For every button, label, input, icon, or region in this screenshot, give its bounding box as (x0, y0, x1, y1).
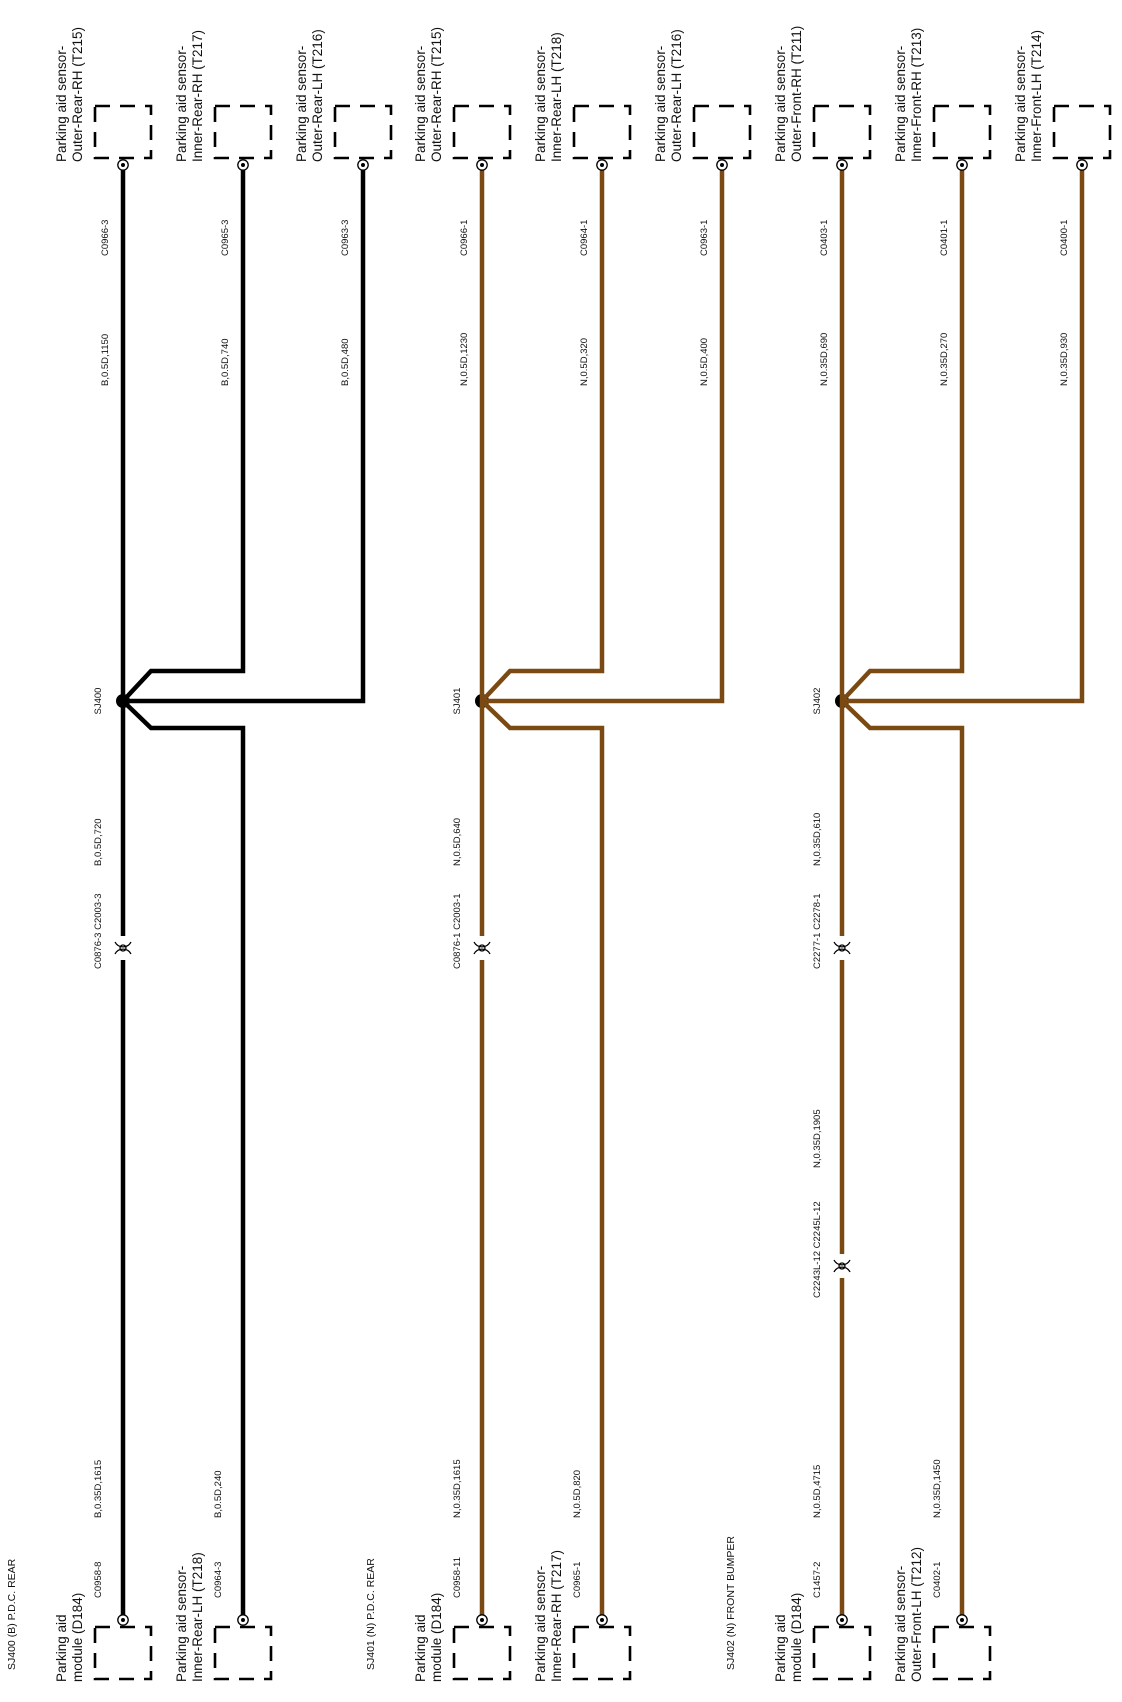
inline-connector-icon (834, 942, 850, 954)
device-name: Parking aid sensor- (653, 45, 668, 162)
wire-spec: N,0.5D,1230 (459, 332, 470, 386)
group-title: SJ401 (N) P.D.C. REAR (365, 1558, 377, 1670)
wire-spec: B,0.5D,240 (213, 1470, 224, 1518)
connector-box (934, 106, 990, 170)
pin-dot (960, 163, 964, 167)
wire-lower-branch (842, 701, 962, 1620)
connector-box (574, 106, 630, 170)
wire-spec: N,0.35D,930 (1059, 332, 1070, 386)
device-name: Parking aid (773, 1614, 788, 1682)
device-name: Parking aid sensor- (533, 1565, 548, 1682)
connector-box (814, 1615, 870, 1679)
pin-dot (960, 1618, 964, 1622)
connector-id: C0965-3 (220, 219, 231, 256)
splice-label: SJ401 (452, 687, 463, 715)
group-title: SJ400 (B) P.D.C. REAR (6, 1558, 18, 1670)
connector-box (574, 1615, 630, 1679)
inline-connector-icon (834, 1260, 850, 1272)
connector-id: C0876-3 C2003-3 (93, 893, 104, 969)
device-name: Parking aid sensor- (413, 45, 428, 162)
pin-dot (241, 1618, 245, 1622)
wire-spec: N,0.5D,400 (699, 337, 710, 386)
connector-id: C0966-3 (100, 219, 111, 256)
connector-box (814, 106, 870, 170)
device-name: Inner-Rear-RH (T217) (549, 1549, 564, 1682)
device-name: module (D184) (789, 1592, 804, 1682)
device-name: Parking aid sensor- (893, 1565, 908, 1682)
connector-box (694, 106, 750, 170)
connector-box (95, 106, 151, 170)
device-name: Outer-Front-LH (T212) (909, 1546, 924, 1682)
connector-id: C0964-3 (213, 1561, 224, 1598)
connector-id: C0876-1 C2003-1 (452, 893, 463, 969)
connector-id: C0400-1 (1059, 219, 1070, 256)
splice-label: SJ400 (93, 687, 104, 715)
device-name: Outer-Rear-RH (T215) (70, 26, 85, 162)
device-name: Outer-Front-RH (T211) (789, 25, 804, 162)
device-name: Parking aid (54, 1614, 69, 1682)
device-name: Inner-Front-RH (T213) (909, 27, 924, 162)
connector-box (1054, 106, 1110, 170)
connector-id: C2243L-12 C2245L-12 (812, 1201, 823, 1298)
wire-spec: N,0.5D,4715 (812, 1464, 823, 1518)
group-title: SJ402 (N) FRONT BUMPER (725, 1536, 737, 1670)
pin-dot (121, 1618, 125, 1622)
connector-id: C0963-3 (340, 219, 351, 256)
connector-box (215, 106, 271, 170)
wire-spec: N,0.35D,1905 (812, 1109, 823, 1168)
connector-id: C0402-1 (932, 1561, 943, 1598)
connector-id: C0965-1 (572, 1561, 583, 1598)
device-name: Parking aid sensor- (1013, 45, 1028, 162)
wire-spec: N,0.5D,320 (579, 337, 590, 386)
connector-box (454, 1615, 510, 1679)
wire-spec: N,0.5D,820 (572, 1469, 583, 1518)
device-name: Parking aid sensor- (294, 45, 309, 162)
connector-box (215, 1615, 271, 1679)
pin-dot (600, 1618, 604, 1622)
pin-dot (121, 163, 125, 167)
wire-spec: N,0.35D,270 (939, 332, 950, 386)
connector-id: C0403-1 (819, 219, 830, 256)
pin-dot (241, 163, 245, 167)
connector-id: C1457-2 (812, 1561, 823, 1598)
wire-spec: N,0.35D,690 (819, 332, 830, 386)
device-name: Parking aid sensor- (773, 45, 788, 162)
connector-id: C2277-1 C2278-1 (812, 893, 823, 969)
device-name: Outer-Rear-RH (T215) (429, 26, 444, 162)
pin-dot (480, 163, 484, 167)
wire-spec: N,0.35D,1450 (932, 1459, 943, 1518)
device-name: Parking aid sensor- (533, 45, 548, 162)
device-name: module (D184) (429, 1592, 444, 1682)
wire-lower-branch (482, 701, 602, 1620)
wire-spec: B,0.35D,1615 (93, 1459, 104, 1518)
connector-box (335, 106, 391, 170)
device-name: Inner-Rear-LH (T218) (190, 1552, 205, 1682)
device-name: Parking aid sensor- (893, 45, 908, 162)
inline-connector-icon (115, 942, 131, 954)
pin-dot (840, 163, 844, 167)
pin-dot (840, 1618, 844, 1622)
device-name: Parking aid sensor- (174, 45, 189, 162)
connector-id: C0963-1 (699, 219, 710, 256)
wire-spec: B,0.5D,1150 (100, 333, 111, 386)
wire-lower-branch (123, 701, 243, 1620)
device-name: Inner-Rear-RH (T217) (190, 29, 205, 162)
device-name: Inner-Front-LH (T214) (1029, 29, 1044, 162)
wire-spec: N,0.35D,1615 (452, 1459, 463, 1518)
wire-spec: B,0.5D,480 (340, 338, 351, 386)
device-name: Inner-Rear-LH (T218) (549, 32, 564, 162)
connector-id: C0401-1 (939, 219, 950, 256)
pin-dot (1080, 163, 1084, 167)
wire-spec: B,0.5D,740 (220, 338, 231, 386)
wire-spec: N,0.5D,640 (452, 817, 463, 866)
pin-dot (361, 163, 365, 167)
connector-box (934, 1615, 990, 1679)
connector-box (454, 106, 510, 170)
connector-id: C0966-1 (459, 219, 470, 256)
device-name: Outer-Rear-LH (T216) (310, 29, 325, 162)
wire-spec: B,0.5D,720 (93, 818, 104, 866)
device-name: Parking aid sensor- (174, 1565, 189, 1682)
connector-id: C0964-1 (579, 219, 590, 256)
splice-label: SJ402 (812, 687, 823, 715)
device-name: Outer-Rear-LH (T216) (669, 29, 684, 162)
inline-connector-icon (474, 942, 490, 954)
device-name: module (D184) (70, 1592, 85, 1682)
connector-box (95, 1615, 151, 1679)
pin-dot (480, 1618, 484, 1622)
connector-id: C0958-8 (93, 1561, 104, 1598)
device-name: Parking aid sensor- (54, 45, 69, 162)
device-name: Parking aid (413, 1614, 428, 1682)
pin-dot (600, 163, 604, 167)
wire-spec: N,0.35D,610 (812, 812, 823, 866)
connector-id: C0958-11 (452, 1556, 463, 1598)
pin-dot (720, 163, 724, 167)
